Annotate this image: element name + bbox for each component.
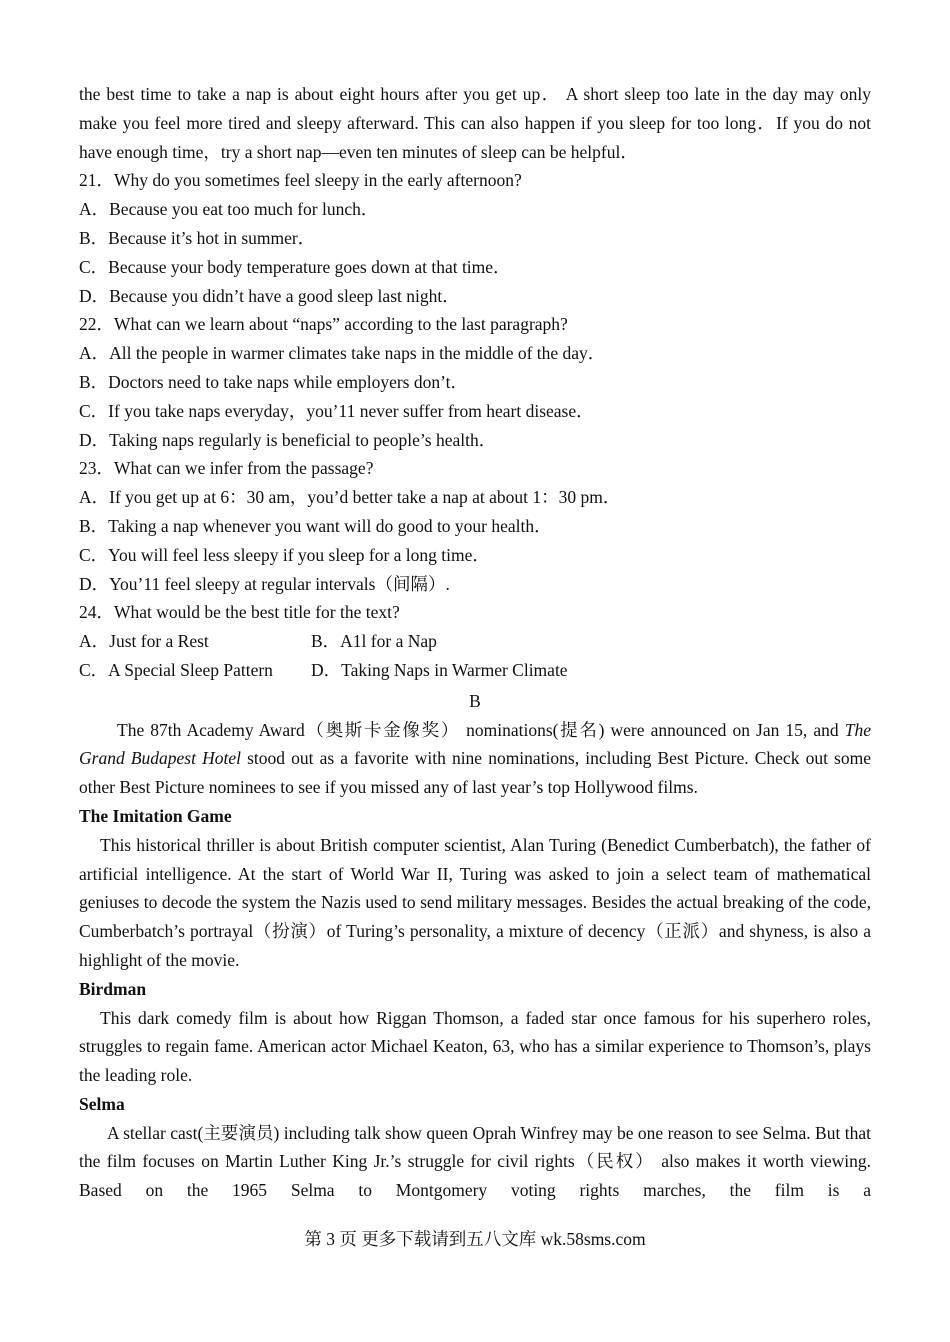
film-heading: The Imitation Game — [79, 805, 232, 826]
question-24 — [79, 598, 871, 684]
document-page — [79, 80, 871, 1205]
answer-option[interactable]: D．Taking naps regularly is beneficial to people’s health． — [79, 429, 497, 450]
answer-option[interactable]: A．All the people in warmer climates take naps in the middle of the day． — [79, 343, 606, 364]
answer-option[interactable]: C．Because your body temperature goes down at that time． — [79, 256, 511, 277]
question-stem: 24．What would be the best title for the text? — [79, 602, 400, 623]
answer-option[interactable]: B．Because it’s hot in summer． — [79, 227, 316, 248]
answer-option[interactable]: A．Because you eat too much for lunch． — [79, 199, 379, 220]
question-23 — [79, 454, 871, 598]
answer-option[interactable]: D．Taking Naps in Warmer Climate — [311, 659, 568, 680]
page-footer: 第 3 页 更多下载请到五八文库 wk.58sms.com — [304, 1229, 646, 1249]
options-row — [79, 627, 871, 656]
film-heading: Birdman — [79, 978, 147, 999]
question-stem: 23．What can we infer from the passage? — [79, 458, 374, 479]
answer-option[interactable]: C．You will feel less sleepy if you sleep for a long time． — [79, 544, 490, 565]
section-label: B — [469, 690, 481, 711]
answer-option[interactable]: A．If you get up at 6：30 am，you’d better take a nap at about 1：30 pm． — [79, 487, 621, 508]
film-heading: Selma — [79, 1093, 125, 1114]
question-stem: 21．Why do you sometimes feel sleepy in the early afternoon? — [79, 170, 522, 191]
options-row — [79, 656, 871, 685]
intro-text: stood out as a favorite with nine nominations, including Best Picture. Check out some other Best Picture nominees to see if you missed any of last year’s top Hollywood films. — [79, 748, 871, 798]
answer-option[interactable]: C．A Special Sleep Pattern — [79, 659, 273, 680]
intro-text: The 87th Academy Award（奥斯卡金像奖） nominations(提名) were announced on Jan 15, and — [117, 719, 845, 740]
answer-option[interactable]: C．If you take naps everyday，you’11 never suffer from heart disease． — [79, 400, 594, 421]
question-21 — [79, 166, 871, 310]
answer-option[interactable]: D．You’11 feel sleepy at regular intervals（间隔）. — [79, 573, 450, 594]
answer-option[interactable]: D．Because you didn’t have a good sleep last night． — [79, 285, 460, 306]
answer-option[interactable]: A．Just for a Rest — [79, 631, 209, 652]
answer-option[interactable]: B．Doctors need to take naps while employers don’t． — [79, 371, 468, 392]
film-description: A stellar cast(主要演员) including talk show queen Oprah Winfrey may be one reason to see Selma. But that the film focuses on Martin Luther King Jr.’s struggle for civil rights（民权） also makes it worth viewing. Based on the 1965 Selma to Montgomery voting rights marches, the film is a — [79, 1122, 871, 1201]
question-22 — [79, 310, 871, 454]
passage-a-ending: the best time to take a nap is about eight hours after you get up． A short sleep too late in the day may only make you feel more tired and sleepy afterward. This can also happen if you sleep for too long．If you do not have enough time，try a short nap—even ten minutes of sleep can be helpful． — [79, 84, 871, 162]
question-stem: 22．What can we learn about “naps” according to the last paragraph? — [79, 314, 568, 335]
film-description: This dark comedy film is about how Riggan Thomson, a faded star once famous for his superhero roles, struggles to regain fame. American actor Michael Keaton, 63, who has a similar experience to Thomson’s, plays the leading role. — [79, 1007, 871, 1086]
answer-option[interactable]: B．A1l for a Nap — [311, 631, 437, 652]
film-title-italic: The Grand Budapest Hotel — [79, 719, 871, 769]
film-description: This historical thriller is about British computer scientist, Alan Turing (Benedict Cumberbatch), the father of artificial intelligence. At the start of World War II, Turing was asked to join a select team of mathematical geniuses to decode the system the Nazis used to send military messages. Besides the actual breaking of the code, Cumberbatch’s portrayal（扮演）of Turing’s personality, a mixture of decency（正派）and shyness, is also a highlight of the movie. — [79, 834, 871, 970]
section-b-intro — [79, 716, 871, 802]
answer-option[interactable]: B．Taking a nap whenever you want will do good to your health． — [79, 515, 552, 536]
